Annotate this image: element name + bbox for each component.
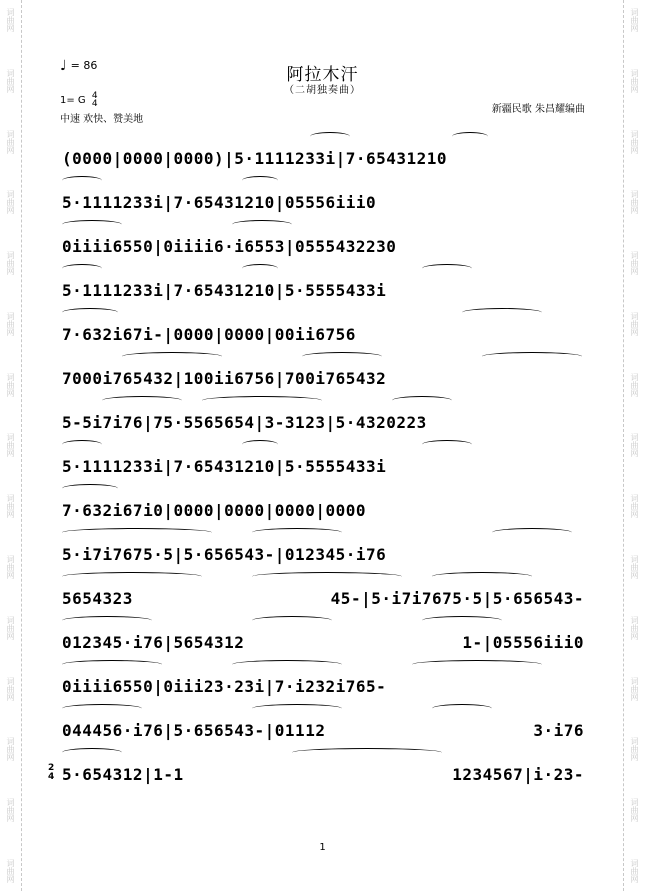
slur (62, 308, 118, 317)
slur (242, 264, 278, 273)
watermark-text: 词曲网 (630, 494, 639, 519)
slur (432, 704, 492, 713)
page-title: 阿拉木汗 (286, 65, 359, 85)
score-line-text: 7·632i67i-|0000|0000|00ii6756 (62, 325, 356, 344)
watermark-text: 词曲网 (6, 433, 15, 458)
score-line (62, 656, 584, 700)
score-line-text: 012345·i76|5654312 1-|05556iii0 (62, 633, 584, 652)
watermark-text: 词曲网 (6, 555, 15, 580)
score-line (62, 568, 584, 612)
slur-row (62, 396, 584, 406)
slur (452, 132, 488, 141)
slur (292, 748, 442, 757)
time-sig-bottom: 4 (48, 772, 55, 782)
score-line-text: 044456·i76|5·656543-|01112 3·i76 (62, 721, 584, 740)
slur (62, 660, 162, 669)
slur (62, 220, 122, 229)
score-line-text: 7000i765432|100ii6756|700i765432 (62, 369, 387, 388)
score-line (62, 304, 584, 348)
watermark-text: 词曲网 (630, 555, 639, 580)
slur (422, 440, 472, 449)
score-line-text: 5-5i7i76|75·5565654|3-3123|5·4320223 (62, 413, 427, 432)
slur (62, 528, 212, 537)
slur (252, 616, 332, 625)
slur (422, 264, 472, 273)
time-sig-top: 4 (91, 91, 98, 101)
watermark-text: 词曲网 (630, 129, 639, 154)
score-line (62, 172, 584, 216)
watermark-text: 词曲网 (6, 615, 15, 640)
watermark-text: 词曲网 (630, 311, 639, 336)
composer-credit: 新疆民歌 朱昌耀编曲 (491, 104, 585, 115)
left-watermark-strip (0, 0, 22, 891)
score-line (62, 524, 584, 568)
watermark-text: 词曲网 (6, 251, 15, 276)
watermark-text: 词曲网 (6, 68, 15, 93)
slur (412, 660, 542, 669)
slur (232, 660, 342, 669)
page-subtitle: （二胡独奏曲） (284, 85, 361, 96)
watermark-text: 词曲网 (630, 190, 639, 215)
slur (242, 440, 278, 449)
score-line-text: 5·1111233i|7·65431210|05556iii0 (62, 193, 377, 212)
watermark-text: 词曲网 (6, 798, 15, 823)
slur (432, 572, 532, 581)
slur (62, 440, 102, 449)
watermark-text: 词曲网 (630, 615, 639, 640)
watermark-text: 词曲网 (630, 433, 639, 458)
page-number: 1 (319, 842, 326, 853)
score-line (62, 480, 584, 524)
watermark-text: 词曲网 (6, 8, 15, 32)
watermark-text: 词曲网 (630, 251, 639, 276)
slur-row (62, 352, 584, 362)
watermark-text: 词曲网 (630, 68, 639, 93)
slur (232, 220, 292, 229)
slur (492, 528, 572, 537)
time-sig-bottom: 4 (91, 99, 98, 109)
slur-row (62, 748, 584, 758)
slur-row (62, 440, 584, 450)
score-line (62, 436, 584, 480)
music-score (48, 128, 584, 788)
slur (122, 352, 222, 361)
watermark-text: 词曲网 (630, 737, 639, 762)
score-line-text: 7·632i67i0|0000|0000|0000|0000 (62, 501, 366, 520)
right-watermark-strip (623, 0, 645, 891)
watermark-text: 词曲网 (6, 494, 15, 519)
tempo-value: = 86 (70, 59, 98, 72)
key-text: 1= G (60, 95, 86, 106)
score-line-text: 5·654312|1-1 1234567|i·23- (62, 765, 584, 784)
slur (310, 132, 350, 141)
slur (482, 352, 582, 361)
score-line-text: 5654323 45-|5·i7i7675·5|5·656543- (62, 589, 584, 608)
score-line (62, 348, 584, 392)
watermark-text: 词曲网 (6, 737, 15, 762)
time-signature-change (48, 764, 55, 782)
score-line-text: (0000|0000|0000)|5·1111233i|7·65431210 (62, 149, 448, 168)
slur (242, 176, 278, 185)
score-line-text: 5·1111233i|7·65431210|5·5555433i (62, 281, 387, 300)
slur (462, 308, 542, 317)
slur (202, 396, 322, 405)
watermark-text: 词曲网 (6, 858, 15, 883)
slur (252, 704, 342, 713)
watermark-text: 词曲网 (630, 676, 639, 701)
time-sig-top: 2 (48, 763, 55, 773)
slur (62, 616, 152, 625)
slur (62, 264, 102, 273)
slur-row (62, 264, 584, 274)
watermark-text: 词曲网 (630, 8, 639, 32)
watermark-text: 词曲网 (6, 129, 15, 154)
slur (252, 572, 402, 581)
slur-row (62, 660, 584, 670)
watermark-text: 词曲网 (630, 372, 639, 397)
slur (422, 616, 502, 625)
score-line (62, 392, 584, 436)
watermark-text: 词曲网 (6, 372, 15, 397)
score-line (62, 700, 584, 744)
score-line (62, 612, 584, 656)
score-line (48, 744, 584, 788)
watermark-text: 词曲网 (6, 190, 15, 215)
watermark-text: 词曲网 (630, 798, 639, 823)
watermark-text: 词曲网 (6, 311, 15, 336)
slur (62, 176, 102, 185)
score-line-text: 0iiii6550|0iiii6·i6553|0555432230 (62, 237, 397, 256)
slur-row (62, 704, 584, 714)
score-line (62, 216, 584, 260)
slur (62, 704, 142, 713)
slur-row (62, 528, 584, 538)
slur-row (62, 176, 584, 186)
score-line-text: 0iiii6550|0iii23·23i|7·i232i765- (62, 677, 387, 696)
slur (62, 748, 122, 757)
watermark-text: 词曲网 (6, 676, 15, 701)
watermark-text: 词曲网 (630, 858, 639, 883)
score-line (62, 128, 584, 172)
slur (102, 396, 182, 405)
slur (392, 396, 452, 405)
slur-row (62, 220, 584, 230)
quarter-note-icon: ♩ (60, 58, 67, 74)
slur (252, 528, 342, 537)
slur (62, 572, 202, 581)
mood-marking: 中速 欢快、赞美地 (60, 114, 144, 125)
slur-row (62, 572, 584, 582)
slur-row (62, 616, 584, 626)
score-line (62, 260, 584, 304)
score-line-text: 5·1111233i|7·65431210|5·5555433i (62, 457, 387, 476)
slur (302, 352, 382, 361)
score-line-text: 5·i7i7675·5|5·656543-|012345·i76 (62, 545, 387, 564)
slur-row (62, 484, 584, 494)
slur (62, 484, 118, 493)
slur-row (62, 132, 584, 142)
slur-row (62, 308, 584, 318)
